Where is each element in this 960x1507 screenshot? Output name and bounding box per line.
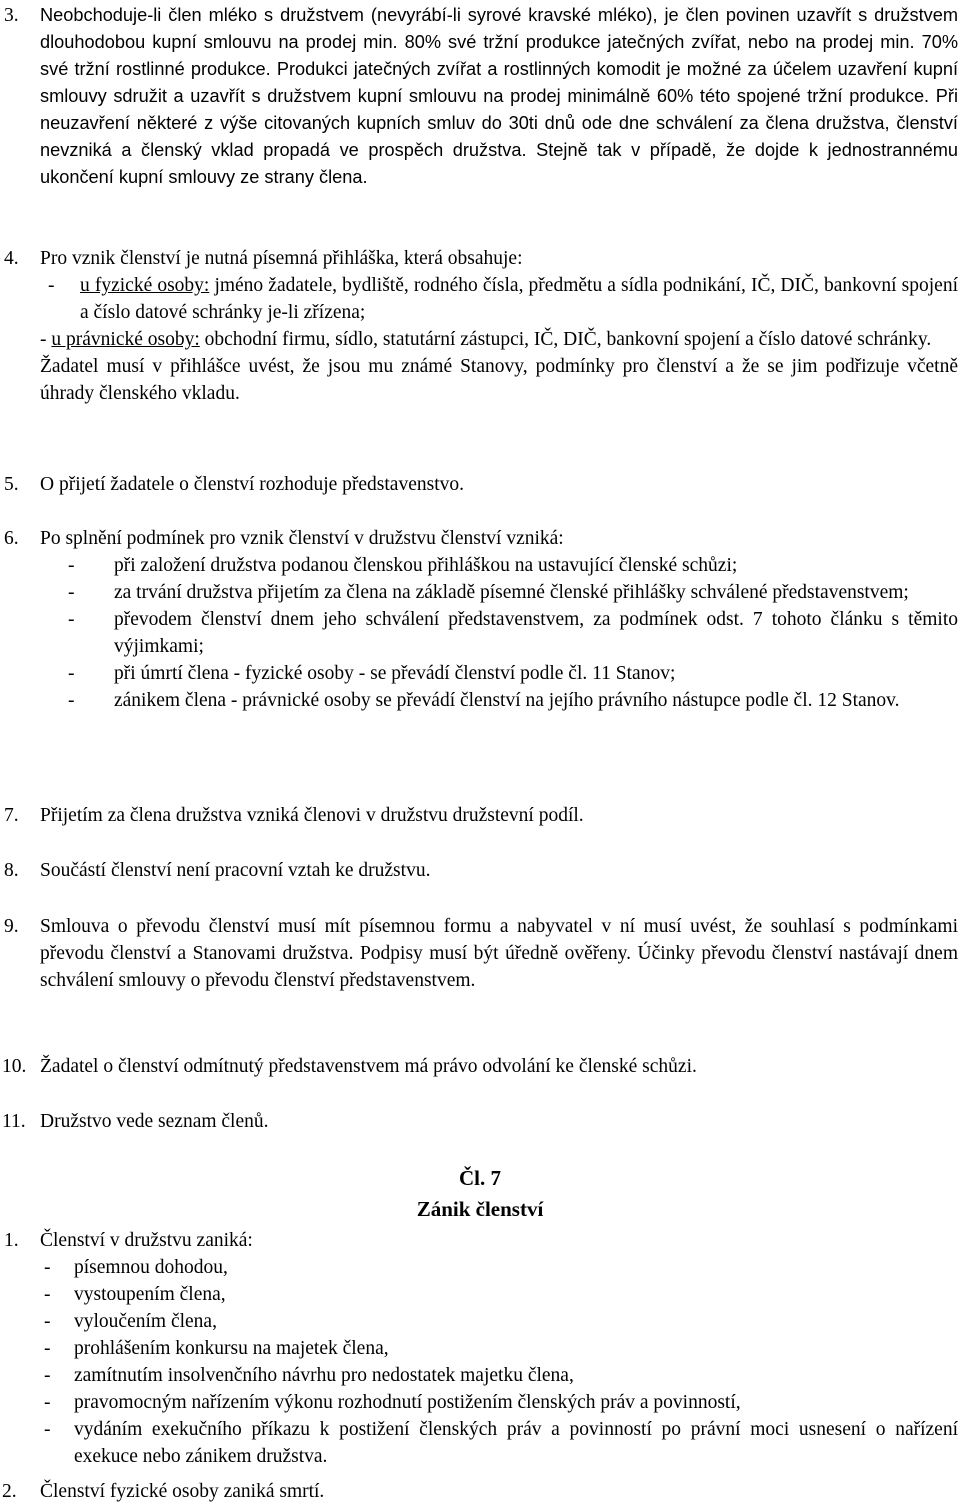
list-item: - prohlášením konkursu na majetek člena, xyxy=(40,1335,958,1362)
paragraph-number: 9. xyxy=(4,916,19,937)
paragraph-5-text: O přijetí žadatele o členství rozhoduje představenstvo. xyxy=(40,474,464,495)
list-dash: - xyxy=(44,1419,51,1440)
list-dash: - xyxy=(44,1311,51,1332)
paragraph-10-text: Žadatel o členství odmítnutý představenstvem má právo odvolání ke členské schůzi. xyxy=(40,1056,697,1077)
termination-paragraph-2-text: Členství fyzické osoby zaniká smrtí. xyxy=(40,1481,325,1502)
legal-person-label: u právnické osoby: xyxy=(51,329,200,350)
paragraph-number: 5. xyxy=(4,474,19,495)
list-item: - za trvání družstva přijetím za člena na základě písemné členské přihlášky schválené představenstvem; xyxy=(40,579,958,606)
paragraph-number: 10. xyxy=(2,1056,27,1077)
paragraph-3-text: Neobchoduje-li člen mléko s družstvem (nevyrábí-li syrové kravské mléko), je člen povinen uzavřít s družstvem dlouhodobou kupní smlouvu na prodej min. 80% své tržní produkce jatečných zvířat, nebo na prodej min. 70% své tržní rostlinné produkce. Produkci jatečných zvířat a rostlinných komodit je možné za účelem uzavření kupní smlouvy sdružit a uzavřít s družstvem kupní smlouvu na prodej minimálně 60% této spojené tržní produkce. xyxy=(40,5,958,106)
list-item: - písemnou dohodou, xyxy=(40,1254,958,1281)
paragraph-9-text: Smlouva o převodu členství musí mít písemnou formu a nabyvatel v ní musí uvést, že souhlasí s podmínkami převodu členství a Stanovami družstva. Podpisy musí být úředně ověřeny. Účinky převodu členství nastávají dnem schválení smlouvy o převodu členství představenstvem. xyxy=(40,916,958,991)
paragraph-6-intro: Po splnění podmínek pro vznik členství v družstvu členství vzniká: xyxy=(40,528,564,549)
list-item xyxy=(40,326,958,353)
list-dash: - xyxy=(40,329,47,350)
paragraph-number: 6. xyxy=(4,528,19,549)
list-dash: - xyxy=(68,609,75,630)
paragraph-10 xyxy=(0,1053,958,1080)
paragraph-4-outro: Žadatel musí v přihlášce uvést, že jsou mu známé Stanovy, podmínky pro členství a že se jim podřizuje včetně úhrady členského vkladu. xyxy=(40,356,958,404)
list-dash: - xyxy=(68,555,75,576)
list-dash: - xyxy=(44,1284,51,1305)
list-dash: - xyxy=(44,1365,51,1386)
list-dash: - xyxy=(48,275,55,296)
termination-paragraph-2 xyxy=(0,1478,958,1505)
legal-person-text: obchodní firmu, sídlo, statutární zástupci, IČ, DIČ, bankovní spojení a číslo datové schránky. xyxy=(199,329,932,350)
list-item: - vyloučením člena, xyxy=(40,1308,958,1335)
list-dash: - xyxy=(68,690,75,711)
termination-intro: Členství v družstvu zaniká: xyxy=(40,1230,253,1251)
paragraph-8-text: Součástí členství není pracovní vztah ke družstvu. xyxy=(40,860,431,881)
list-item: - při založení družstva podanou členskou přihláškou na ustavující členské schůzi; xyxy=(40,552,958,579)
list-item: - zánikem člena - právnické osoby se převádí členství na jejího právního nástupce podle čl. 12 Stanov. xyxy=(40,687,958,714)
paragraph-3 xyxy=(0,2,958,191)
list-item xyxy=(40,272,958,326)
list-dash: - xyxy=(68,663,75,684)
paragraph-7-text: Přijetím za člena družstva vzniká členovi v družstvu družstevní podíl. xyxy=(40,805,584,826)
list-dash: - xyxy=(44,1392,51,1413)
paragraph-9 xyxy=(0,913,958,994)
list-dash: - xyxy=(44,1338,51,1359)
list-item: - pravomocným nařízením výkonu rozhodnutí postižením členských práv a povinností, xyxy=(40,1389,958,1416)
paragraph-number: 3. xyxy=(4,5,19,26)
termination-paragraph-1 xyxy=(0,1227,958,1470)
paragraph-11-text: Družstvo vede seznam členů. xyxy=(40,1111,269,1132)
list-dash: - xyxy=(44,1257,51,1278)
list-item: - při úmrtí člena - fyzické osoby - se převádí členství podle čl. 11 Stanov; xyxy=(40,660,958,687)
paragraph-number: 2. xyxy=(2,1481,17,1502)
list-item: - převodem členství dnem jeho schválení představenstvem, za podmínek odst. 7 tohoto článku s těmito výjimkami; xyxy=(40,606,958,660)
paragraph-number: 11. xyxy=(2,1111,26,1132)
natural-person-label: u fyzické osoby: xyxy=(80,275,210,296)
list-item: - zamítnutím insolvenčního návrhu pro nedostatek majetku člena, xyxy=(40,1362,958,1389)
article-title: Zánik členství xyxy=(416,1197,544,1221)
paragraph-11 xyxy=(0,1108,958,1135)
paragraph-7 xyxy=(0,802,958,829)
paragraph-5 xyxy=(0,471,958,498)
list-item: - vydáním exekučního příkazu k postižení členských práv a povinností po právní moci usnesení o nařízení exekuce nebo zánikem družstva. xyxy=(40,1416,958,1470)
paragraph-number: 1. xyxy=(4,1230,19,1251)
list-item: - vystoupením člena, xyxy=(40,1281,958,1308)
list-dash: - xyxy=(68,582,75,603)
natural-person-text: jméno žadatele, bydliště, rodného čísla, předmětu a sídla podnikání, IČ, DIČ, bankovní spojení a číslo datové schránky je-li zřízena; xyxy=(80,275,958,323)
paragraph-number: 8. xyxy=(4,860,19,881)
paragraph-4 xyxy=(0,245,958,407)
article-number: Čl. 7 xyxy=(459,1166,501,1190)
paragraph-3-text-continued: Při neuzavření některé z výše citovaných kupních smluv do 30ti dnů ode dne schválení za člena družstva, členství nevzniká a členský vklad propadá ve prospěch družstva. Stejně tak v případě, že dojde k jednostrannému ukončení kupní smlouvy ze strany člena. xyxy=(40,86,958,187)
paragraph-4-intro: Pro vznik členství je nutná písemná přihláška, která obsahuje: xyxy=(40,248,523,269)
paragraph-8 xyxy=(0,857,958,884)
paragraph-6 xyxy=(0,525,958,714)
paragraph-number: 4. xyxy=(4,248,19,269)
paragraph-number: 7. xyxy=(4,805,19,826)
